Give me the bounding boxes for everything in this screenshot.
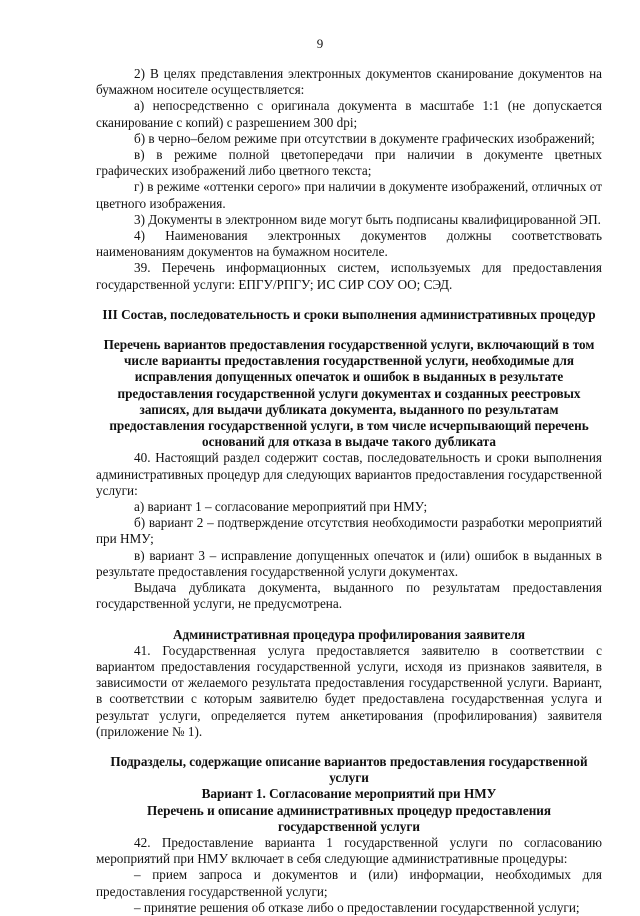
paragraph: 4) Наименования электронных документов должны соответствовать наименованиям документов на бумажном носителе. xyxy=(96,228,602,260)
paragraph: б) в черно–белом режиме при отсутствии в документе графических изображений; xyxy=(134,130,595,146)
paragraph: в) в режиме полной цветопередачи при наличии в документе цветных графических изображений либо цветного текста; xyxy=(96,147,602,179)
paragraph: – прием запроса и документов и (или) информации, необходимых для предоставления государственной услуги; xyxy=(96,867,602,899)
subsections-heading: Подразделы, содержащие описание вариантов предоставления государственной услуги xyxy=(110,753,588,786)
procedures-heading: Перечень и описание административных процедур предоставления государственной услуги xyxy=(146,802,552,834)
variants-heading: Перечень вариантов предоставления государственной услуги, включающий в том числе варианты предоставления государственной услуги, необходимые для исправления допущенных опечаток и ошибок в выданных в результате предоставления государственной услуги документах и созданных реестровых записях, для выдачи дубликата документа, выданного по результатам предоставления государственной услуги, в том числе исчерпывающий перечень оснований для отказа в выдаче такого дубликата xyxy=(103,337,595,450)
document-body xyxy=(96,66,602,916)
page-number: 9 xyxy=(316,36,324,51)
profiling-heading: Административная процедура профилирования заявителя xyxy=(173,626,525,642)
paragraph: 39. Перечень информационных систем, используемых для предоставления государственной услуги: ЕПГУ/РПГУ; ИС СИР СОУ ОО; СЭД. xyxy=(96,260,602,292)
paragraph: а) непосредственно с оригинала документа в масштабе 1:1 (не допускается сканирование с копий) с разрешением 300 dpi; xyxy=(96,98,602,130)
paragraph: – принятие решения об отказе либо о предоставлении государственной услуги; xyxy=(134,899,580,915)
paragraph: 3) Документы в электронном виде могут быть подписаны квалифицированной ЭП. xyxy=(134,211,601,227)
variant1-heading: Вариант 1. Согласование мероприятий при НМУ xyxy=(201,786,497,802)
paragraph: б) вариант 2 – подтверждение отсутствия необходимости разработки мероприятий при НМУ; xyxy=(96,515,602,547)
section-heading: III Состав, последовательность и сроки выполнения административных процедур xyxy=(102,306,596,322)
paragraph: 40. Настоящий раздел содержит состав, последовательность и сроки выполнения административных процедур для следующих вариантов предоставления государственной услуги: xyxy=(96,450,602,498)
paragraph: 2) В целях представления электронных документов сканирование документов на бумажном носителе осуществляется: xyxy=(96,66,602,98)
paragraph: Выдача дубликата документа, выданного по результатам предоставления государственной услуги, не предусмотрена. xyxy=(96,580,602,612)
paragraph: 42. Предоставление варианта 1 государственной услуги по согласованию мероприятий при НМУ включает в себя следующие административные процедуры: xyxy=(96,834,602,867)
paragraph: а) вариант 1 – согласование мероприятий при НМУ; xyxy=(134,499,428,515)
paragraph: г) в режиме «оттенки серого» при наличии в документе изображений, отличных от цветного изображения. xyxy=(96,179,602,211)
paragraph: 41. Государственная услуга предоставляется заявителю в соответствии с вариантом предоставления государственной услуги, исходя из признаков заявителя, в зависимости от желаемого результата предоставления государственной услуги. Вариант, в соответствии с которым заявителю будет предоставлена государственная услуга и результат услуги, определяется путем анкетирования (профилирования) заявителя (приложение № 1). xyxy=(96,642,602,739)
paragraph: в) вариант 3 – исправление допущенных опечаток и (или) ошибок в выданных в результате предоставления государственной услуги документах. xyxy=(96,547,602,579)
